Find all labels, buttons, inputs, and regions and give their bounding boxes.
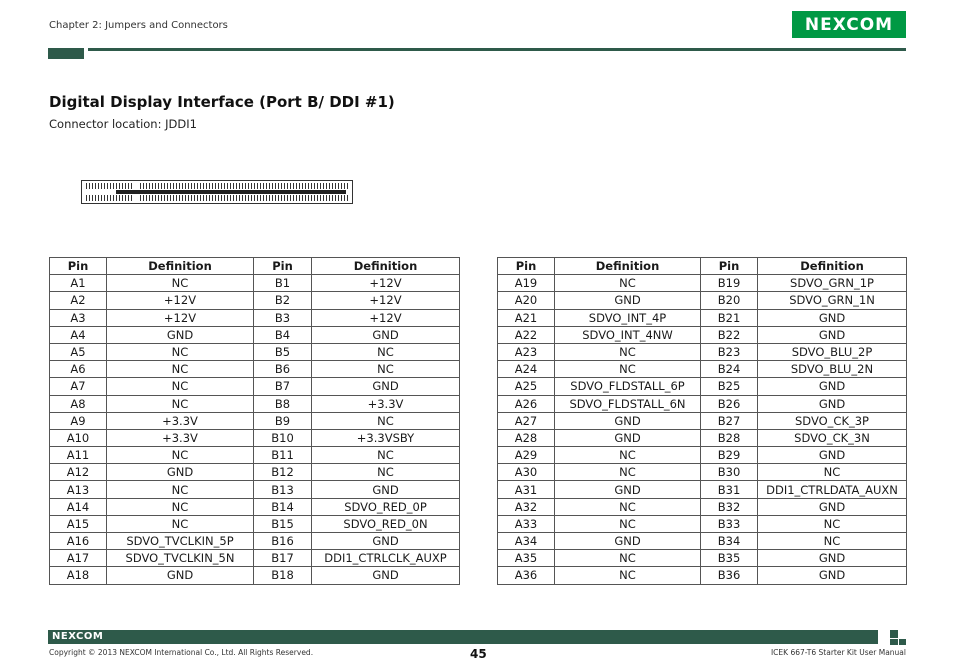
definition-cell: NC <box>107 395 254 412</box>
table-row <box>50 412 460 429</box>
definition-cell: NC <box>555 498 701 515</box>
connector-location: Connector location: JDDI1 <box>49 117 197 131</box>
pin-cell: B1 <box>254 275 312 292</box>
definition-cell: DDI1_CTRLDATA_AUXN <box>758 481 907 498</box>
pin-cell: B3 <box>254 309 312 326</box>
pin-table-right-body <box>498 275 907 584</box>
definition-cell: SDVO_INT_4P <box>555 309 701 326</box>
header-accent-block <box>48 48 84 59</box>
pin-cell: B4 <box>254 326 312 343</box>
nexcom-logo <box>792 11 906 38</box>
pin-cell: A22 <box>498 326 555 343</box>
definition-cell: NC <box>107 361 254 378</box>
definition-cell: NC <box>312 361 460 378</box>
definition-cell: +12V <box>107 292 254 309</box>
definition-cell: NC <box>312 447 460 464</box>
manual-title: ICEK 667-T6 Starter Kit User Manual <box>770 648 906 657</box>
pin-cell: A29 <box>498 447 555 464</box>
definition-cell: GND <box>555 429 701 446</box>
pin-cell: B5 <box>254 343 312 360</box>
definition-cell: NC <box>758 533 907 550</box>
pin-cell: B32 <box>701 498 758 515</box>
definition-cell: DDI1_CTRLCLK_AUXP <box>312 550 460 567</box>
definition-cell: GND <box>555 481 701 498</box>
definition-cell: SDVO_GRN_1N <box>758 292 907 309</box>
pin-cell: A6 <box>50 361 107 378</box>
table-row <box>50 515 460 532</box>
pin-cell: A30 <box>498 464 555 481</box>
definition-cell: +3.3VSBY <box>312 429 460 446</box>
table-row <box>50 447 460 464</box>
definition-cell: GND <box>758 447 907 464</box>
footer-square <box>890 639 898 645</box>
table-row <box>50 464 460 481</box>
definition-cell: GND <box>758 395 907 412</box>
pin-cell: B36 <box>701 567 758 584</box>
definition-cell: GND <box>758 378 907 395</box>
table-row <box>498 343 907 360</box>
col-header-definition: Definition <box>312 258 460 275</box>
pin-cell: B18 <box>254 567 312 584</box>
table-row <box>498 447 907 464</box>
pin-cell: B34 <box>701 533 758 550</box>
connector-slot <box>116 190 346 194</box>
definition-cell: SDVO_INT_4NW <box>555 326 701 343</box>
pin-cell: B29 <box>701 447 758 464</box>
col-header-pin: Pin <box>50 258 107 275</box>
pin-cell: A11 <box>50 447 107 464</box>
definition-cell: SDVO_RED_0N <box>312 515 460 532</box>
pin-cell: A12 <box>50 464 107 481</box>
pin-cell: B30 <box>701 464 758 481</box>
table-row <box>498 378 907 395</box>
definition-cell: SDVO_TVCLKIN_5P <box>107 533 254 550</box>
pin-cell: A27 <box>498 412 555 429</box>
definition-cell: GND <box>312 533 460 550</box>
pin-cell: B6 <box>254 361 312 378</box>
pin-cell: B31 <box>701 481 758 498</box>
definition-cell: SDVO_CK_3P <box>758 412 907 429</box>
pin-cell: A16 <box>50 533 107 550</box>
definition-cell: NC <box>107 343 254 360</box>
definition-cell: SDVO_BLU_2N <box>758 361 907 378</box>
definition-cell: +12V <box>107 309 254 326</box>
pin-cell: A35 <box>498 550 555 567</box>
definition-cell: NC <box>758 464 907 481</box>
table-row <box>498 412 907 429</box>
table-row <box>50 292 460 309</box>
footer-square <box>899 639 906 645</box>
table-row <box>50 481 460 498</box>
pin-cell: A34 <box>498 533 555 550</box>
table-row <box>498 429 907 446</box>
pin-cell: B35 <box>701 550 758 567</box>
definition-cell: GND <box>312 567 460 584</box>
table-header-row <box>50 258 460 275</box>
definition-cell: NC <box>312 343 460 360</box>
connector-diagram <box>81 180 353 204</box>
table-row <box>498 481 907 498</box>
page-number: 45 <box>470 647 487 661</box>
table-row <box>498 326 907 343</box>
pin-cell: A31 <box>498 481 555 498</box>
pin-cell: A3 <box>50 309 107 326</box>
pin-table-left <box>49 257 460 585</box>
table-row <box>50 498 460 515</box>
definition-cell: NC <box>107 498 254 515</box>
pin-cell: B14 <box>254 498 312 515</box>
definition-cell: +3.3V <box>312 395 460 412</box>
pin-cell: A20 <box>498 292 555 309</box>
definition-cell: +3.3V <box>107 429 254 446</box>
definition-cell: NC <box>107 515 254 532</box>
pin-cell: B15 <box>254 515 312 532</box>
pin-cell: A23 <box>498 343 555 360</box>
definition-cell: NC <box>555 464 701 481</box>
table-row <box>50 429 460 446</box>
connector-pins-top <box>86 183 348 189</box>
pin-cell: A14 <box>50 498 107 515</box>
footer-logo: NEXCOM <box>52 631 104 642</box>
pin-cell: A24 <box>498 361 555 378</box>
pin-cell: B12 <box>254 464 312 481</box>
col-header-pin: Pin <box>701 258 758 275</box>
header-rule <box>88 48 906 51</box>
pin-cell: A36 <box>498 567 555 584</box>
definition-cell: GND <box>555 412 701 429</box>
pin-cell: A28 <box>498 429 555 446</box>
pin-cell: B9 <box>254 412 312 429</box>
pin-cell: A4 <box>50 326 107 343</box>
pin-cell: B24 <box>701 361 758 378</box>
footer-square <box>890 630 898 638</box>
table-row <box>50 378 460 395</box>
table-row <box>498 361 907 378</box>
table-row <box>498 533 907 550</box>
table-row <box>50 343 460 360</box>
definition-cell: GND <box>758 326 907 343</box>
chapter-heading: Chapter 2: Jumpers and Connectors <box>49 20 228 31</box>
definition-cell: SDVO_BLU_2P <box>758 343 907 360</box>
definition-cell: NC <box>555 361 701 378</box>
pin-table-right <box>497 257 907 585</box>
pin-cell: B11 <box>254 447 312 464</box>
pin-cell: A25 <box>498 378 555 395</box>
pin-cell: B10 <box>254 429 312 446</box>
pin-cell: B13 <box>254 481 312 498</box>
table-row <box>50 326 460 343</box>
definition-cell: NC <box>107 481 254 498</box>
table-row <box>50 395 460 412</box>
definition-cell: NC <box>107 447 254 464</box>
definition-cell: SDVO_TVCLKIN_5N <box>107 550 254 567</box>
definition-cell: NC <box>555 275 701 292</box>
table-row <box>498 550 907 567</box>
copyright-text: Copyright © 2013 NEXCOM International Co., Ltd. All Rights Reserved. <box>49 648 314 657</box>
pin-cell: A18 <box>50 567 107 584</box>
definition-cell: SDVO_FLDSTALL_6N <box>555 395 701 412</box>
pin-cell: A15 <box>50 515 107 532</box>
definition-cell: GND <box>312 481 460 498</box>
definition-cell: +12V <box>312 275 460 292</box>
pin-cell: B21 <box>701 309 758 326</box>
logo-text: NEXCOM <box>804 14 894 35</box>
pin-cell: A7 <box>50 378 107 395</box>
pin-cell: A21 <box>498 309 555 326</box>
definition-cell: GND <box>107 567 254 584</box>
table-row <box>498 395 907 412</box>
definition-cell: NC <box>758 515 907 532</box>
table-row <box>498 309 907 326</box>
pin-cell: B25 <box>701 378 758 395</box>
pin-cell: A2 <box>50 292 107 309</box>
table-row <box>498 515 907 532</box>
pin-cell: B28 <box>701 429 758 446</box>
definition-cell: NC <box>107 275 254 292</box>
pin-cell: A5 <box>50 343 107 360</box>
definition-cell: NC <box>555 515 701 532</box>
definition-cell: NC <box>312 464 460 481</box>
table-row <box>50 275 460 292</box>
pin-cell: A17 <box>50 550 107 567</box>
definition-cell: SDVO_RED_0P <box>312 498 460 515</box>
col-header-pin: Pin <box>254 258 312 275</box>
table-row <box>50 361 460 378</box>
table-row <box>50 533 460 550</box>
col-header-definition: Definition <box>107 258 254 275</box>
pin-cell: B19 <box>701 275 758 292</box>
definition-cell: SDVO_CK_3N <box>758 429 907 446</box>
pin-cell: B33 <box>701 515 758 532</box>
definition-cell: GND <box>107 326 254 343</box>
definition-cell: GND <box>555 292 701 309</box>
pin-table-left-body <box>50 275 460 584</box>
pin-cell: A13 <box>50 481 107 498</box>
table-row <box>498 292 907 309</box>
pin-cell: A9 <box>50 412 107 429</box>
pin-cell: B26 <box>701 395 758 412</box>
definition-cell: NC <box>555 567 701 584</box>
definition-cell: SDVO_FLDSTALL_6P <box>555 378 701 395</box>
pin-cell: B2 <box>254 292 312 309</box>
footer-bar <box>48 630 878 644</box>
definition-cell: NC <box>312 412 460 429</box>
table-header-row <box>498 258 907 275</box>
definition-cell: +12V <box>312 292 460 309</box>
definition-cell: GND <box>758 550 907 567</box>
connector-pins-bottom <box>86 195 348 201</box>
table-row <box>498 567 907 584</box>
pin-cell: B7 <box>254 378 312 395</box>
definition-cell: GND <box>107 464 254 481</box>
pin-cell: A1 <box>50 275 107 292</box>
pin-cell: A10 <box>50 429 107 446</box>
col-header-definition: Definition <box>555 258 701 275</box>
pin-cell: B22 <box>701 326 758 343</box>
definition-cell: GND <box>758 309 907 326</box>
pin-cell: B8 <box>254 395 312 412</box>
pin-cell: B20 <box>701 292 758 309</box>
definition-cell: NC <box>555 343 701 360</box>
definition-cell: NC <box>107 378 254 395</box>
col-header-definition: Definition <box>758 258 907 275</box>
table-row <box>50 309 460 326</box>
section-title: Digital Display Interface (Port B/ DDI #1) <box>49 93 395 111</box>
table-row <box>498 275 907 292</box>
pin-cell: A32 <box>498 498 555 515</box>
definition-cell: +3.3V <box>107 412 254 429</box>
pin-cell: B17 <box>254 550 312 567</box>
definition-cell: +12V <box>312 309 460 326</box>
definition-cell: GND <box>555 533 701 550</box>
pin-cell: A26 <box>498 395 555 412</box>
definition-cell: SDVO_GRN_1P <box>758 275 907 292</box>
table-row <box>50 567 460 584</box>
definition-cell: GND <box>312 378 460 395</box>
definition-cell: GND <box>758 498 907 515</box>
pin-cell: B27 <box>701 412 758 429</box>
pin-cell: A8 <box>50 395 107 412</box>
pin-cell: A19 <box>498 275 555 292</box>
pin-cell: B16 <box>254 533 312 550</box>
definition-cell: NC <box>555 447 701 464</box>
definition-cell: NC <box>555 550 701 567</box>
definition-cell: GND <box>758 567 907 584</box>
definition-cell: GND <box>312 326 460 343</box>
pin-cell: A33 <box>498 515 555 532</box>
table-row <box>50 550 460 567</box>
pin-cell: B23 <box>701 343 758 360</box>
table-row <box>498 498 907 515</box>
col-header-pin: Pin <box>498 258 555 275</box>
table-row <box>498 464 907 481</box>
